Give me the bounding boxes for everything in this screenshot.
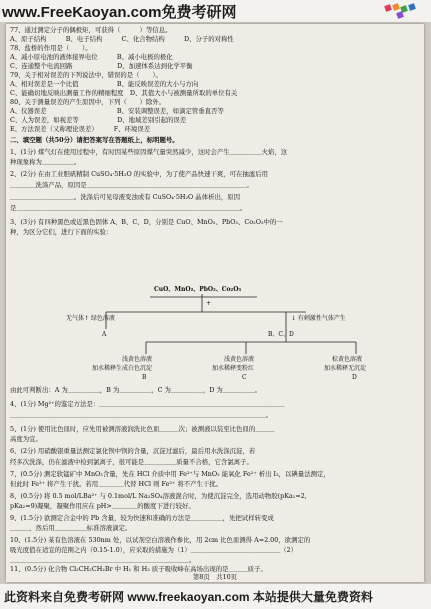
question-line: 3、(3分) 有四种黑色或近黑色固体 A、B、C、D，分别是 CuO、MnO₂、PbO₂、Co₂O₃中的一	[10, 218, 283, 226]
flow-formula: CuO、MnO₂、PbO₂、Co₂O₃	[154, 286, 242, 293]
question-line: A、相对误差是一个比值 B、能反映误差的大小与方向	[10, 80, 199, 88]
question-line: 8、(0.5分) 将 0.5 mol/LBa²⁺ 与 0.1mol/L Na₂SO₄溶液混合时，为使沉淀完全，选用动物胶(pKa₁=2,	[10, 492, 307, 500]
flow-label-b: B	[142, 374, 147, 381]
question-line: C、连通整个电流回路 D、加速体系达到化学平衡	[10, 62, 193, 70]
question-line: ＿＿＿＿＿＿＿＿＿＿＿＿＿＿＿＿＿＿＿＿＿＿＿＿＿＿＿＿。	[10, 556, 196, 564]
question-line: 11、(0.5分) 化合物 Cl₂CH₂CH₂Br 中 H₁ 和 H₂ 质子吸收峰在高场出现的是＿＿＿质子。	[10, 565, 267, 573]
flow-mid-3: 棕黄色溶液	[332, 356, 363, 363]
flow-sub-2: 加水稀释变粉红	[212, 365, 255, 372]
question-line: ＿＿＿＿＿＿＿＿＿＿。洗涤后可见母液变浊或有 CuSO₄·5H₂O 晶体析出，原因	[10, 193, 241, 201]
question-line: A、减小原电池的液体接界电位 B、减小电极的极化	[10, 53, 173, 61]
question-line: E、方法误差（又称理论误差） F、环境误差	[10, 125, 151, 133]
flow-left-result: 无气体↑ 绿色溶液	[66, 315, 115, 322]
exam-page	[6, 24, 424, 582]
site-watermark: www.FreeKaoyan.com免费考研网	[2, 4, 237, 21]
flow-sub-3: 加水稀释无沉淀	[324, 365, 367, 372]
question-line: 经多次洗涤，仍在滤液中检到氯离子，很可能是＿＿＿＿＿质量不合格，它含氯离子。	[10, 458, 253, 466]
question-line: 2、(2分) 在由工业胆矾精制 CuSO₄·5H₂O 的实验中，为了使产品快速干爽，可在抽滤后用	[10, 170, 268, 178]
flow-sub-1: 加水稀释生成白色沉淀	[92, 365, 153, 372]
question-line: 1、(1分) 煤气灯在使用过程中，有时因某些原因煤气量突然减少，这时会产生＿＿＿＿＿火焰，这	[10, 148, 288, 156]
question-line: 78、盐桥的作用是（ ）。	[10, 44, 92, 52]
question-line: 10、(1.5分) 某有色溶液在 530nm 处，以试剂空白溶液作参比，用 2cm 比色皿测得 A=2.00，欲测定的	[10, 536, 311, 544]
flow-mid-2: 浅黄色溶液	[224, 356, 255, 363]
question-line: 高度为宜。	[10, 435, 42, 443]
question-line: C、人为误差，如视差等 D、地域差别引起的误差	[10, 116, 187, 124]
site-logo-icon	[383, 2, 423, 20]
question-line: 77、通过测定分子的偶极矩，可获得（ ）等信息。	[10, 26, 172, 34]
question-line: ＿＿＿，然后用＿＿＿＿＿标准溶液滴定。	[10, 524, 132, 532]
question-line: 4、(1分) Mg²⁺的鉴定方法是：＿＿＿＿＿＿＿＿＿＿＿＿＿＿＿＿＿＿＿＿＿＿＿＿＿＿＿＿＿	[10, 400, 285, 408]
question-line: A、仪器误差 B、安装调整误差，如滴定管垂直否等	[10, 107, 224, 115]
flow-label-c: C	[242, 374, 247, 381]
question-line: 5、(1分) 使用比色皿时，应先用被测溶液润洗比色皿＿＿＿次；被测液以装至比色皿的＿＿＿	[10, 425, 275, 433]
question-line: 79、关于相对误差的下列说法中，错误的是（ ）。	[10, 71, 162, 79]
question-line: 二、填空题（共50分）请把答案写在答题纸上，标明题号。	[10, 136, 179, 144]
bottom-banner	[0, 584, 431, 609]
experiment-flow-diagram	[6, 24, 424, 582]
bottom-watermark: 此资料来自免费考研网 www.freekaoyan.com 本站提供大量免费资料	[4, 590, 373, 604]
question-line: 但此时 Fe³⁺ 将产生干扰。若用＿＿＿＿代替 HCl 则 Fe³⁺ 将不产生干扰。	[10, 480, 223, 488]
question-line: 7、(0.5分) 测定软锰矿中 MnO₂含量，先在 HCl 介质中用 Fe²⁺与 MnO₂ 能氧化 Fe²⁺ 析出 I₂，以碘量法测定，	[10, 470, 330, 478]
flow-mid-1: 浅黄色溶液	[122, 356, 153, 363]
question-line: ＿＿＿＿＿＿＿＿＿＿＿＿＿＿＿＿＿＿＿＿＿＿＿＿＿＿＿＿＿＿＿＿＿＿＿＿＿＿＿＿。	[10, 411, 273, 419]
question-line: C、能确切地反映出测量工作的精细程度 D、其值大小与被测量所取的单位有关	[10, 89, 238, 97]
top-banner	[0, 0, 431, 22]
question-line: 种现象称为＿＿＿＿＿。	[10, 158, 81, 166]
flow-right-result: ↓ 有刺激性气体产生	[291, 315, 346, 322]
page-number: 第8页 共10页	[192, 573, 238, 581]
flow-label-d: D	[352, 374, 357, 381]
question-line: 6、(2分) 用硝酸银重量法测定氯化钡中钡的含量，沉淀过滤后，最后用水洗涤沉淀，若	[10, 447, 256, 455]
question-line: 是＿＿＿＿＿＿＿＿＿＿＿＿＿＿＿＿＿＿＿＿＿＿＿＿＿＿＿＿＿＿＿＿＿＿＿。	[10, 204, 247, 212]
question-line: 80、关于测量误差的产生原因中，下列（ ）除外。	[10, 98, 166, 106]
question-line: ＿＿＿＿洗涤产品，原因是＿＿＿＿＿＿＿＿＿＿＿＿＿＿＿＿＿＿＿＿＿＿＿＿＿。	[10, 181, 253, 189]
question-line: A、原子结构 B、电子结构 C、化合物结构 D、分子的对称性	[10, 35, 234, 43]
question-line: 种，为区分它们，进行下面的实验：	[10, 228, 113, 236]
flow-reagent: +	[206, 300, 212, 307]
question-line: 9、(1.5分) 欲测定合金中的 Pb 含量，较为快速和准确的方法是＿＿＿＿＿，先把试样转变成	[10, 514, 274, 522]
question-line: pKa₂=9)凝聚，凝聚作用应在 pH>＿＿＿＿的酸度下进行较好。	[10, 502, 195, 510]
question-line: 由此可判断出：A 为＿＿＿＿＿，B 为＿＿＿＿＿，C 为＿＿＿＿＿，D 为＿＿＿＿＿。	[10, 386, 262, 394]
question-line: 吸光度值在适宜的范围之内（0.15-1.0），应采取的措施为（1）＿＿＿＿＿＿＿＿＿＿＿＿＿＿（2）	[10, 546, 298, 554]
flow-label-a: A	[102, 331, 107, 338]
flow-label-bcd: B、C、D	[268, 331, 294, 338]
